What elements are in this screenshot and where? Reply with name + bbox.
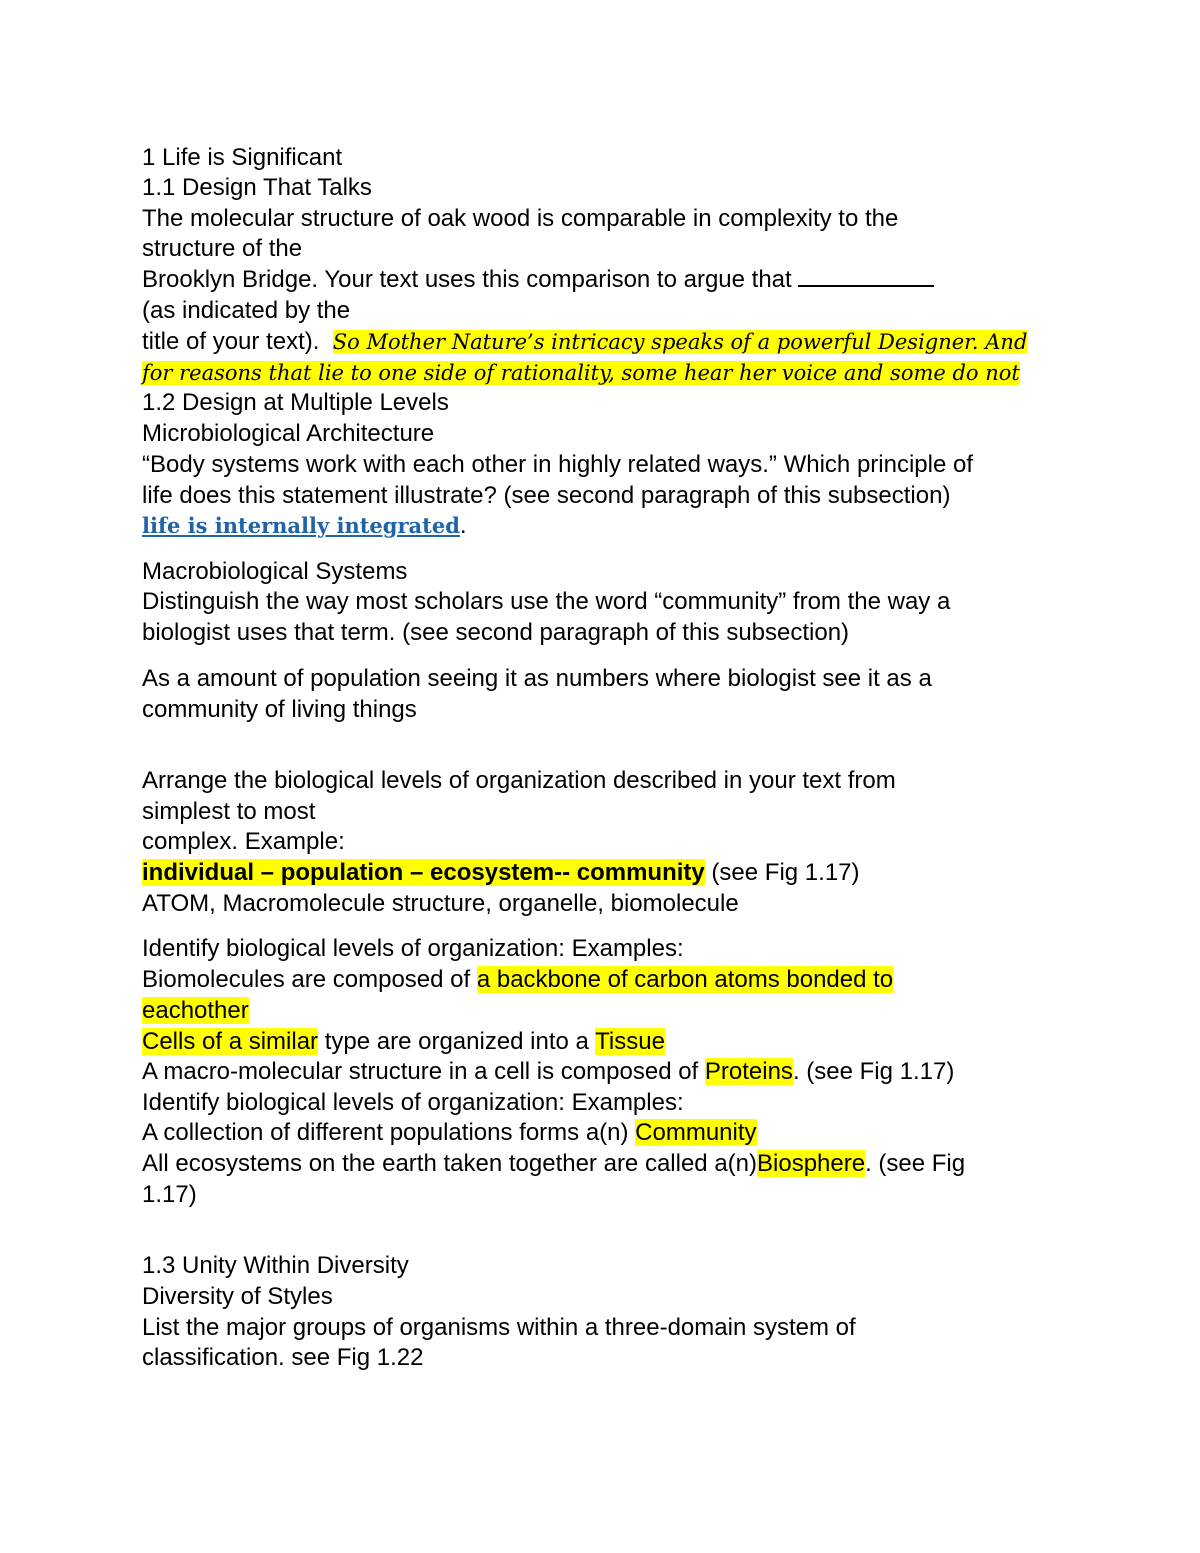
answer-1-highlight: So Mother Nature’s intricacy speaks of a powerful Designer. And — [332, 330, 1028, 354]
answer-4-line: ATOM, Macromolecule structure, organelle, biomolecule — [142, 890, 739, 917]
biomolecules-line — [142, 996, 249, 1026]
answer-2-text: life is internally integrated — [142, 513, 460, 538]
subheading-diversity: Diversity of Styles — [142, 1283, 333, 1310]
question-1-line — [142, 327, 1027, 357]
community-answer: Community — [635, 1119, 757, 1146]
question-1-line: The molecular structure of oak wood is comparable in complexity to the — [142, 205, 899, 232]
question-2-line: “Body systems work with each other in highly related ways.” Which principle of — [142, 451, 973, 478]
question-4-line: Arrange the biological levels of organization described in your text from — [142, 767, 896, 794]
collection-line — [142, 1118, 757, 1148]
section-heading-1-1: 1.1 Design That Talks — [142, 174, 372, 201]
question-2-line: life does this statement illustrate? (see second paragraph of this subsection) — [142, 482, 951, 509]
question-4-line: simplest to most — [142, 798, 316, 825]
macromolecular-ref: . (see Fig 1.17) — [792, 1058, 955, 1085]
question-3-line: biologist uses that term. (see second paragraph of this subsection) — [142, 619, 850, 646]
question-1-text: title of your text). — [142, 328, 320, 355]
cells-answer: Cells of a similar — [142, 1028, 319, 1055]
example-line — [142, 858, 860, 888]
biomolecules-answer: eachother — [142, 997, 249, 1024]
biomolecules-answer: a backbone of carbon atoms bonded to — [476, 966, 894, 993]
cells-text: type are organized into a — [318, 1028, 596, 1055]
subheading-macro: Macrobiological Systems — [142, 558, 408, 585]
answer-blank — [798, 267, 934, 287]
ecosystems-line — [142, 1149, 965, 1179]
biomolecules-text: Biomolecules are composed of — [142, 966, 477, 993]
section-heading-1-3: 1.3 Unity Within Diversity — [142, 1252, 409, 1279]
question-1-line: structure of the — [142, 235, 303, 262]
answer-1-highlight: for reasons that lie to one side of rationality, some hear her voice and some do not — [142, 361, 1020, 385]
question-5-line: classification. see Fig 1.22 — [142, 1344, 424, 1371]
proteins-answer: Proteins — [704, 1058, 793, 1085]
biosphere-answer: Biosphere — [757, 1150, 866, 1177]
question-4-line: complex. Example: — [142, 828, 345, 855]
example-highlight: individual – population – ecosystem-- community — [142, 859, 705, 886]
ecosystems-ref: . (see Fig — [865, 1150, 966, 1177]
biomolecules-line — [142, 965, 893, 995]
question-3-line: Distinguish the way most scholars use the word “community” from the way a — [142, 588, 951, 615]
section-heading-1-2: 1.2 Design at Multiple Levels — [142, 389, 449, 416]
question-1-line: (as indicated by the — [142, 297, 351, 324]
answer-1-line — [142, 358, 1020, 388]
tissue-answer: Tissue — [595, 1028, 665, 1055]
question-1-line — [142, 265, 934, 295]
identify-heading: Identify biological levels of organization: Examples: — [142, 1089, 684, 1116]
answer-3-line: community of living things — [142, 696, 417, 723]
ecosystems-text: All ecosystems on the earth taken together are called a(n) — [142, 1150, 757, 1177]
chapter-title: 1 Life is Significant — [142, 144, 343, 171]
macromolecular-line — [142, 1057, 954, 1087]
subheading-micro: Microbiological Architecture — [142, 420, 435, 447]
ecosystems-line: 1.17) — [142, 1181, 197, 1208]
answer-2-period: . — [459, 512, 467, 539]
answer-2-line — [142, 511, 467, 541]
example-ref: (see Fig 1.17) — [704, 859, 860, 886]
cells-line — [142, 1027, 665, 1057]
answer-3-line: As a amount of population seeing it as numbers where biologist see it as a — [142, 665, 932, 692]
collection-text: A collection of different populations forms a(n) — [142, 1119, 636, 1146]
question-1-text: Brooklyn Bridge. Your text uses this comparison to argue that — [142, 266, 792, 293]
identify-heading: Identify biological levels of organization: Examples: — [142, 935, 684, 962]
macromolecular-text: A macro-molecular structure in a cell is composed of — [142, 1058, 705, 1085]
question-5-line: List the major groups of organisms within a three-domain system of — [142, 1314, 856, 1341]
